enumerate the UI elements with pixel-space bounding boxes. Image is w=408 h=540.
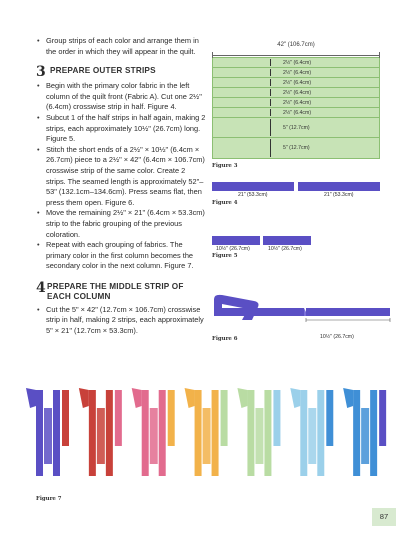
figure7-folded-end [185,388,195,408]
figure7-middle-strip [44,408,52,464]
figure3-row-height-marker [265,78,275,87]
step4-number: 4 [36,279,46,296]
figure7-outer-strip [212,390,219,476]
instructions-column [36,36,206,337]
figure7-secondary-strip [62,390,69,446]
figure4-label: Figure 4 [212,200,238,206]
figure7-outer-strip [195,390,202,476]
figure5-right-label: 10½" (26.7cm) [268,246,302,252]
figure7-secondary-strip [273,390,280,446]
figure3-strip-row [213,68,379,78]
figure3-row-label: 2½" (6.4cm) [283,79,312,86]
figure7-folded-end [132,388,142,408]
figure7-column [185,388,228,476]
figure7-column [79,388,122,476]
figure7-column [132,388,175,476]
figure4-half-strip-left [212,182,294,191]
figure7-outer-strip [264,390,271,476]
step3-title: PREPARE OUTER STRIPS [50,66,156,76]
figure5-left-label: 10½" (26.7cm) [216,246,250,252]
figure7-folded-end [343,388,353,408]
figure3-strip-row [213,78,379,88]
figure7-folded-end [79,388,89,408]
figure4-half-strip-right [298,182,380,191]
step4-list [36,305,206,337]
figure7-outer-strip [106,390,113,476]
figure3-row-label: 2½" (6.4cm) [283,59,312,66]
figure7-outer-strip [89,390,96,476]
figure6-added-piece [306,308,390,316]
figure7-column [237,388,280,476]
figure7-outer-strip [53,390,60,476]
figure3-row-label: 5" (12.7cm) [283,145,310,151]
figure7-strip-columns-illustration [20,378,390,498]
figure3-row-label: 2½" (6.4cm) [283,89,312,96]
figure3-row-label: 2½" (6.4cm) [283,99,312,106]
intro-bullet: • Group strips of each color and arrange them in the order in which they will appear in the quilt. [46,36,206,57]
figure5-labels [212,245,312,253]
figure3-row-height-marker [265,88,275,97]
figure6-main-strip [214,308,304,316]
figure4-right-label: 21" (53.3cm) [324,192,354,198]
figure7-outer-strip [36,390,43,476]
figure3-dimension-line [212,50,380,56]
figure7-folded-end [237,388,247,408]
figure7-folded-end [26,388,36,408]
figure7-column [26,388,69,476]
figure7-outer-strip [353,390,360,476]
figure6-label: Figure 6 [212,336,238,342]
figure7-middle-strip [203,408,211,464]
figure7-secondary-strip [326,390,333,446]
figure6-length-label: 10½" (26.7cm) [320,334,354,340]
figure7-middle-strip [255,408,263,464]
figure7-label: Figure 7 [36,496,62,502]
step4-heading [36,279,206,302]
figure4-labels [212,191,382,200]
figure5-quarter-strip-left [212,236,260,245]
figure5-label: Figure 5 [212,253,238,259]
figure3-label: Figure 3 [212,163,238,169]
figure7-outer-strip [142,390,149,476]
figure3-strip-row [213,118,379,138]
figure4-strips [212,182,382,191]
figure7-middle-strip [150,408,158,464]
figure3-fabric-block [212,57,380,159]
figure5-quarter-strip-right [263,236,311,245]
figure3-width-label: 42" (106.7cm) [277,42,315,48]
figure7-column [343,388,386,476]
figure3-row-height-marker [265,58,275,67]
figure7-middle-strip [361,408,369,464]
step3-number: 3 [36,64,46,81]
figure3-strip-row [213,98,379,108]
figure3-diagram [212,42,380,169]
figure3-row-height-marker [265,68,275,77]
figure7-diagram [20,378,390,498]
figure7-outer-strip [300,390,307,476]
figure7-secondary-strip [115,390,122,446]
figure3-strip-row [213,88,379,98]
figure3-row-height-marker [265,138,275,158]
figure7-folded-end [290,388,300,408]
step3-bullet: • Repeat with each grouping of fabrics. The primary color in the first column becomes the secondary color in the next column. Figure 7. [46,240,206,272]
figure7-middle-strip [308,408,316,464]
figure3-row-height-marker [265,118,275,137]
step3-bullet: • Move the remaining 2½" × 21" (6.4cm × 53.3cm) strip to the fabric grouping of the previous coloration. [46,208,206,240]
step3-bullet: • Subcut 1 of the half strips in half again, making 2 strips, each approximately 10½" (26.7cm) long. Figure 5. [46,113,206,145]
step4-bullet: • Cut the 5" × 42" (12.7cm × 106.7cm) crosswise strip in half, making 2 strips, each approximately 5" × 21" (12.7cm × 53.3cm). [46,305,206,337]
figure7-secondary-strip [221,390,228,446]
step3-heading [36,64,206,81]
figure7-secondary-strip [168,390,175,446]
figure4-left-label: 21" (53.3cm) [238,192,268,198]
figure3-row-label: 2½" (6.4cm) [283,69,312,76]
figure3-row-label: 2½" (6.4cm) [283,109,312,116]
figure3-strip-row [213,138,379,158]
figure7-outer-strip [370,390,377,476]
figure7-secondary-strip [379,390,386,446]
figure7-column [290,388,333,476]
figure7-outer-strip [159,390,166,476]
figure6-folded-strip [214,295,259,320]
figure4-diagram [212,182,382,206]
figure6-seamed-strip-illustration [212,290,392,350]
figure3-strip-row [213,58,379,68]
figure6-diagram [212,290,392,350]
step3-bullet: • Stitch the short ends of a 2½" × 10½" (6.4cm × 26.7cm) piece to a 2½" × 42" (6.4cm × 106.7cm) crosswise strip of the same color. Create 2 strips. The seamed length is approximately 52"–53" (132.1cm–134.6cm). Press seams flat, then press them open. Figure 6. [46,145,206,209]
step3-bullet: • Begin with the primary color fabric in the left column of the quilt front (Fabric A). Cut one 2½" (6.4cm) crosswise strip in half. Figure 4. [46,81,206,113]
figure3-row-height-marker [265,98,275,107]
step4-title: PREPARE THE MIDDLE STRIP OF EACH COLUMN [46,281,184,301]
intro-list [36,36,206,57]
figure7-outer-strip [247,390,254,476]
figure7-outer-strip [317,390,324,476]
page-number: 87 [372,508,396,526]
figure3-row-height-marker [265,108,275,117]
figure7-middle-strip [97,408,105,464]
figure3-row-label: 5" (12.7cm) [283,124,310,131]
figure3-strip-row [213,108,379,118]
figure5-diagram [212,236,312,259]
step3-list [36,81,206,272]
figure5-strips [212,236,312,245]
